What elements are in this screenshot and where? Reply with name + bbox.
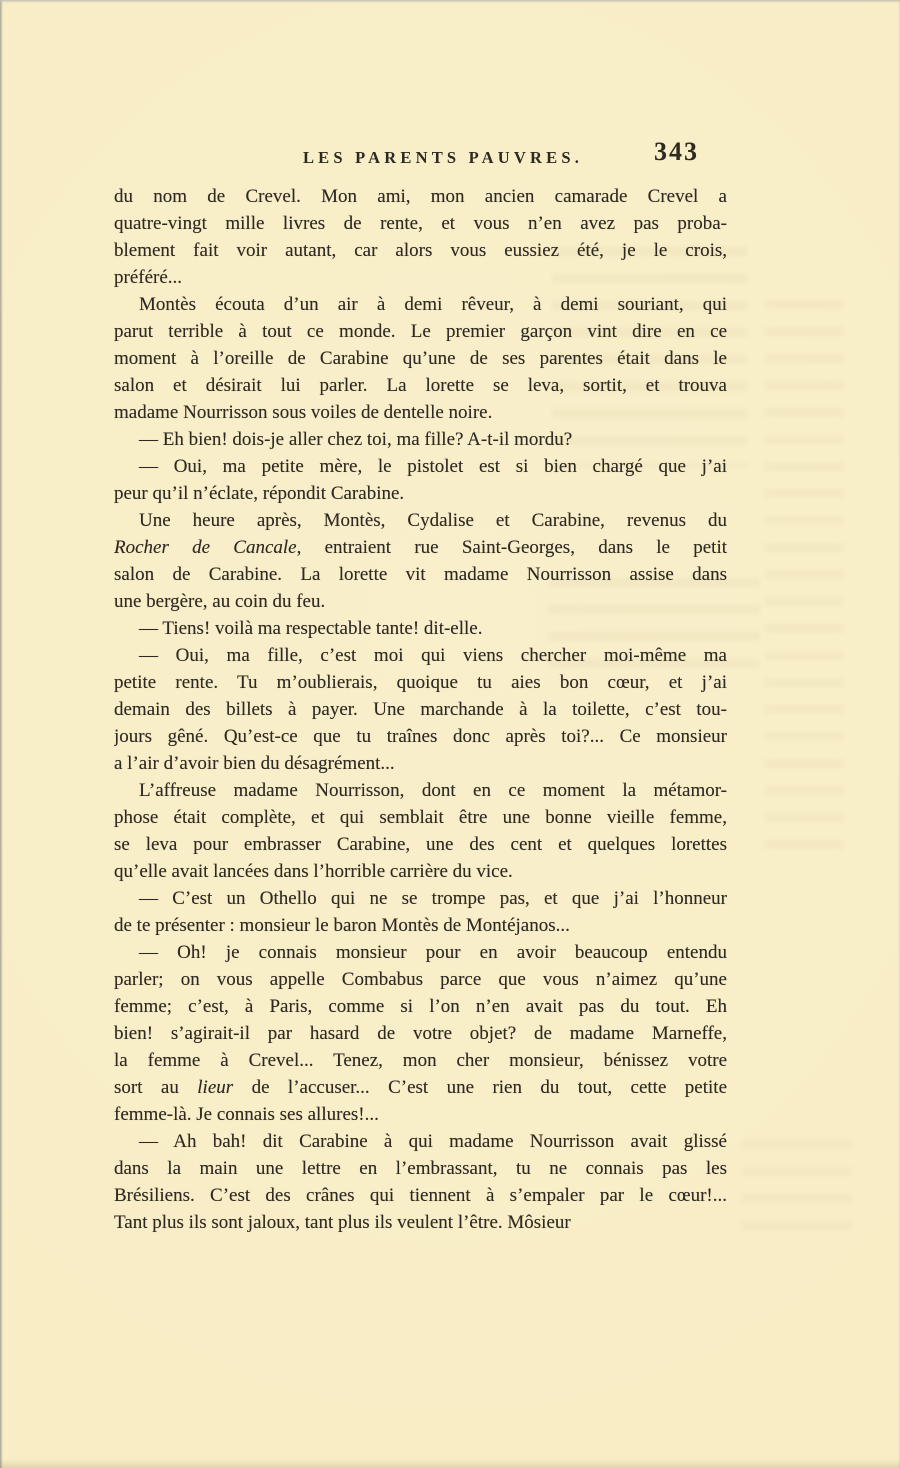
text-line: Brésiliens. C’est des crânes qui tiennent à s’empaler par le cœur!...: [114, 1185, 727, 1206]
text-line: phose était complète, et qui semblait être une bonne vieille femme,: [114, 807, 727, 828]
text-line: — Eh bien! dois-je aller chez toi, ma fille? A-t-il mordu?: [139, 429, 573, 450]
text-line: — Oh! je connais monsieur pour en avoir beaucoup entendu: [139, 942, 727, 963]
paragraph: [114, 885, 727, 939]
scan-edge-top: [0, 0, 900, 3]
paragraph: [114, 939, 727, 1128]
text-line: petite rente. Tu m’oublierais, quoique tu aies bon cœur, et j’ai: [114, 672, 727, 693]
text-line: femme-là. Je connais ses allures!...: [114, 1104, 379, 1125]
text-line: quatre-vingt mille livres de rente, et vous n’en avez pas proba-: [114, 213, 727, 234]
running-title: LES PARENTS PAUVRES.: [302, 148, 584, 167]
scan-edge-left: [0, 0, 3, 1468]
text-line: bien! s’agirait-il par hasard de votre objet? de madame Marneffe,: [114, 1023, 727, 1044]
text-line: parler; on vous appelle Combabus parce que vous n’aimez qu’une: [114, 969, 727, 990]
text-line: L’affreuse madame Nourrisson, dont en ce moment la métamor-: [139, 780, 727, 801]
text-block: [114, 183, 727, 1236]
text-line: — Oui, ma fille, c’est moi qui viens chercher moi-même ma: [139, 645, 727, 666]
paragraph: [114, 642, 727, 777]
paragraph: [114, 777, 727, 885]
paragraph: [114, 453, 727, 507]
text-line: parut terrible à tout ce monde. Le premier garçon vint dire en ce: [114, 321, 727, 342]
text-line: qu’elle avait lancées dans l’horrible carrière du vice.: [114, 861, 513, 882]
text-line: madame Nourrisson sous voiles de dentelle noire.: [114, 402, 493, 423]
text-line: femme; c’est, à Paris, comme si l’on n’en avait pas du tout. Eh: [114, 996, 727, 1017]
paragraph: [114, 615, 727, 642]
text-line: salon de Carabine. La lorette vit madame Nourrisson assise dans: [114, 564, 727, 585]
show-through-smudge: [742, 1140, 852, 1240]
text-line: la femme à Crevel... Tenez, mon cher monsieur, bénissez votre: [114, 1050, 727, 1071]
page-number: 343: [654, 137, 699, 166]
text-line: dans la main une lettre en l’embrassant, tu ne connais pas les: [114, 1158, 727, 1179]
paragraph: [114, 1128, 727, 1236]
text-line: blement fait voir autant, car alors vous eussiez été, je le crois,: [114, 240, 727, 261]
text-line: — Oui, ma petite mère, le pistolet est si bien chargé que j’ai: [139, 456, 727, 477]
text-line: — Ah bah! dit Carabine à qui madame Nourrisson avait glissé: [139, 1131, 727, 1152]
text-line: se leva pour embrasser Carabine, une des cent et quelques lorettes: [114, 834, 727, 855]
text-line: Une heure après, Montès, Cydalise et Carabine, revenus du: [139, 510, 727, 531]
text-line: demain des billets à payer. Une marchande à la toilette, c’est tou-: [114, 699, 727, 720]
text-line: peur qu’il n’éclate, répondit Carabine.: [114, 483, 405, 504]
text-line: Rocher de Cancale, entraient rue Saint-Georges, dans le petit: [114, 537, 727, 558]
text-line: de te présenter : monsieur le baron Montès de Montéjanos...: [114, 915, 570, 936]
text-line: Montès écouta d’un air à demi rêveur, à demi souriant, qui: [139, 294, 727, 315]
scan-edge-bottom: [0, 1459, 900, 1468]
text-line: — Tiens! voilà ma respectable tante! dit-elle.: [139, 618, 483, 639]
text-line: du nom de Crevel. Mon ami, mon ancien camarade Crevel a: [114, 186, 727, 207]
paragraph: [114, 507, 727, 615]
paragraph: [114, 291, 727, 426]
text-line: moment à l’oreille de Carabine qu’une de ses parentes était dans le: [114, 348, 727, 369]
text-line: salon et désirait lui parler. La lorette se leva, sortit, et trouva: [114, 375, 727, 396]
text-line: — C’est un Othello qui ne se trompe pas, et que j’ai l’honneur: [139, 888, 727, 909]
show-through-smudge: [765, 300, 843, 860]
text-line: a l’air d’avoir bien du désagrément...: [114, 753, 395, 774]
text-line: jours gêné. Qu’est-ce que tu traînes donc après toi?... Ce monsieur: [114, 726, 727, 747]
text-line: préféré...: [114, 267, 183, 288]
text-line: Tant plus ils sont jaloux, tant plus ils veulent l’être. Môsieur: [114, 1212, 571, 1233]
paragraph: [114, 426, 727, 453]
text-line: sort au lieur de l’accuser... C’est une rien du tout, cette petite: [114, 1077, 727, 1098]
text-line: une bergère, au coin du feu.: [114, 591, 326, 612]
paragraph: [114, 183, 727, 291]
